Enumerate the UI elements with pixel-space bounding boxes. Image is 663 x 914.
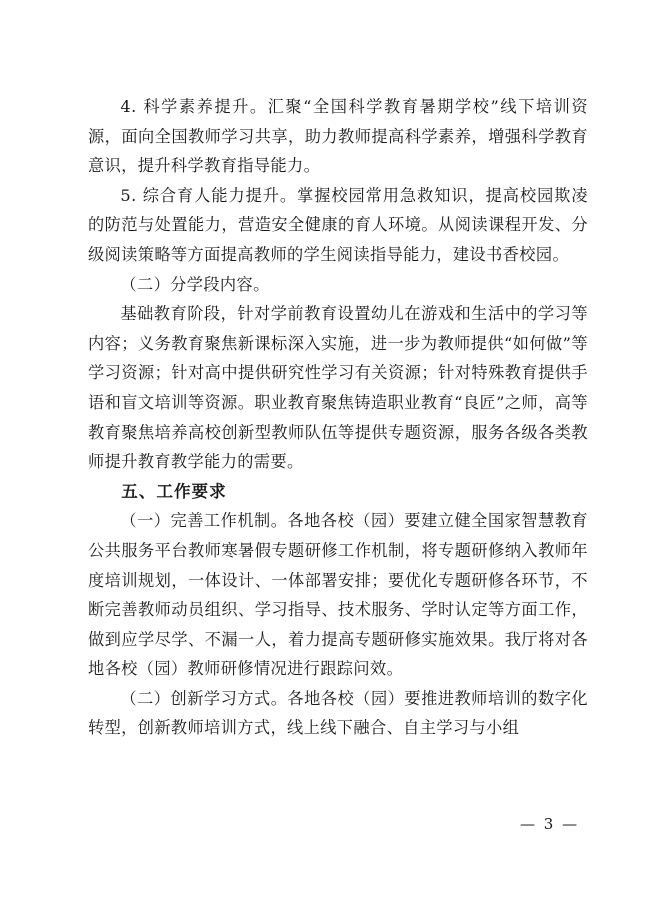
paragraph-subheading-stages: （二）分学段内容。 bbox=[120, 274, 270, 294]
section-heading-work-requirements: 五、工作要求 bbox=[121, 481, 227, 501]
paragraph-science-literacy: 4. 科学素养提升。汇聚“全国科学教育暑期学校”线下培训资源，面向全国教师学习共享，助力教师提高科学素养，增强科学教育意识，提升科学教育指导能力。 bbox=[88, 97, 588, 176]
paragraph-work-mechanism: （一）完善工作机制。各地各校（园）要建立健全国家智慧教育公共服务平台教师寒暑假专题研修工作机制，将专题研修纳入教师年度培训规划，一体设计、一体部署安排；要优化专题研修各环节，不断完善教师动员组织、学习指导、技术服务、学时认定等方面工作，做到应学尽学、不漏一人，着力提高专题研修实施效果。我厅将对各地各校（园）教师研修情况进行跟踪问效。 bbox=[88, 511, 588, 679]
paragraph-stage-content: 基础教育阶段，针对学前教育设置幼儿在游戏和生活中的学习等内容；义务教育聚焦新课标深入实施，进一步为教师提供“如何做”等学习资源；针对高中提供研究性学习有关资源；针对特殊教育提供手语和盲文培训等资源。职业教育聚焦铸造职业教育“良匠”之师，高等教育聚焦培养高校创新型教师队伍等提供专题资源，服务各级各类教师提升教育教学能力的需要。 bbox=[88, 304, 588, 472]
paragraph-comprehensive-education: 5. 综合育人能力提升。掌握校园常用急救知识，提高校园欺凌的防范与处置能力，营造安全健康的育人环境。从阅读课程开发、分级阅读策略等方面提高教师的学生阅读指导能力，建设书香校园。 bbox=[88, 185, 588, 264]
page-number: — 3 — bbox=[520, 815, 580, 833]
body-text bbox=[88, 92, 588, 743]
paragraph-learning-method: （二）创新学习方式。各地各校（园）要推进教师培训的数字化转型，创新教师培训方式，线上线下融合、自主学习与小组 bbox=[88, 688, 588, 738]
